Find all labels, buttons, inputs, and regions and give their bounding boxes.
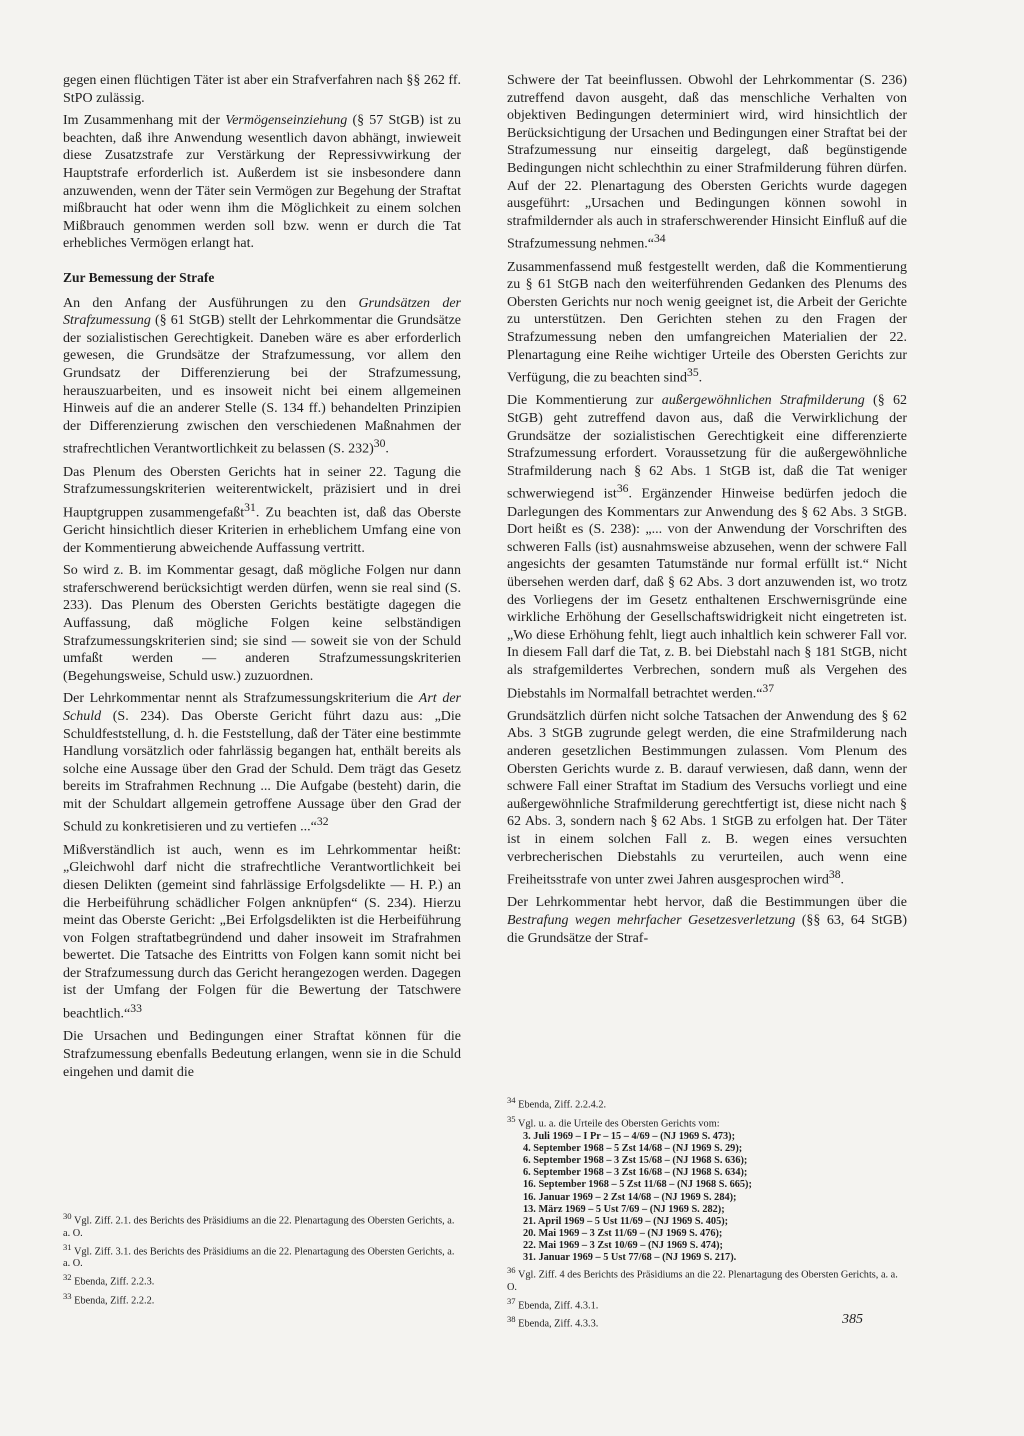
paragraph: Die Kommentierung zur außergewöhnlichen Strafmilderung (§ 62 StGB) geht zutreffend davon aus, daß die Verwirklichung der Grundsätze der sozialistischen Gerechtigkeit eine differenzierte Strafzumessung erfordert. Voraussetzung für die außergewöhnliche Strafmilderung nach § 62 Abs. 1 StGB ist, daß die Tat weniger schwerwiegend ist$^{36}$. Ergänzender Hinweise bedürfen jedoch die Darlegungen des Kommentars zur Anwendung des § 62 Abs. 3 StGB. Dort heißt es (S. 238): „... von der Anwendung der Vorschriften des schweren Falls (ist) ausnahmsweise abzusehen, wenn der schwere Fall angesichts der gesamten Tatumstände nur formal erfüllt ist.“ Nicht übersehen werden darf, daß § 62 Abs. 3 dort anzuwenden ist, wo trotz des Vorliegens der im Gesetz enthaltenen Erschwernisgründe eine wirkliche Erhöhung der Gesellschaftswidrigkeit nicht eingetreten ist. „Wo diese Erhöhung fehlt, liegt auch inhaltlich kein schwerer Fall vor. In diesem Fall darf die Tat, z. B. bei Diebstahl nach § 181 StGB, nicht als strafgemildertes Verbrechen, sondern muß als Vergehen des Diebstahls im Normalfall betrachtet werden.“$^{37}$ — [507, 393, 907, 702]
footnote-citation: 21. April 1969 – 5 Ust 11/69 – (NJ 1969 S. 405); — [523, 1215, 729, 1227]
paragraph: Das Plenum des Obersten Gerichts hat in seiner 22. Tagung die Strafzumessungskriterien weiterentwickelt, präzisiert und in drei Hauptgruppen zusammengefaßt$^{31}$. Zu beachten ist, daß das Oberste Gericht hinsichtlich dieser Kriterien in erheblichem Umfang eine von der Kommentierung abweichende Auffassung vertritt. — [63, 464, 461, 556]
left-column — [63, 72, 461, 1086]
footnote-ref: 34 — [653, 232, 666, 246]
paragraph: Mißverständlich ist auch, wenn es im Lehrkommentar heißt: „Gleichwohl darf nicht die strafrechtliche Verantwortlichkeit bei diesen Delikten (gemeint sind fahrlässige Erfolgsdelikte — H. P.) an die Herbeiführung schädlicher Folgen anknüpfen“ (S. 234). Hierzu meint das Oberste Gericht: „Bei Erfolgsdelikten ist die Herbeiführung von Folgen straftatbegründend und daher insoweit im Strafrahmen bewertet. Die Tatsache des Eintritts von Folgen kann somit nicht bei der Strafzumessung durch das Gericht herangezogen werden. Dagegen ist der Umfang der Folgen für die Bewertung der Tatschwere beachtlich.“$^{33}$ — [63, 842, 461, 1022]
footnote: $^{38}$ Ebenda, Ziff. 4.3.3. — [507, 1314, 599, 1330]
footnote-ref: 33 — [130, 1002, 142, 1016]
footnote: $^{37}$ Ebenda, Ziff. 4.3.1. — [507, 1295, 599, 1312]
footnote: $^{32}$ Ebenda, Ziff. 2.2.3. — [63, 1272, 155, 1288]
paragraph: An den Anfang der Ausführungen zu den Grundsätzen der Strafzumessung (§ 61 StGB) stellt der Lehrkommentar die Grundsätze der sozialistischen Gerechtigkeit. Daneben wäre es aber erforderlich gewesen, die Grundsätze der Strafzumessung, vor allem den Grundsatz der Differenzierung bei der Strafzumessung, herauszuarbeiten, und es insoweit nicht bei einem allgemeinen Hinweis auf die an anderer Stelle (S. 134 ff.) behandelten Prinzipien der Differenzierung zwischen den verschiedenen Maßnahmen der strafrechtlichen Verantwortlichkeit zu belassen (S. 232)$^{30}$. — [63, 295, 461, 457]
section-heading: Zur Bemessung der Strafe — [63, 269, 215, 285]
footnote-citation: 13. März 1969 – 5 Ust 7/69 – (NJ 1969 S. 282); — [523, 1203, 725, 1215]
footnote-citation: 6. September 1968 – 3 Zst 16/68 – (NJ 1968 S. 634); — [523, 1167, 748, 1179]
paragraph: Die Ursachen und Bedingungen einer Straftat können für die Strafzumessung ebenfalls Bedeutung erlangen, wenn sie in die Schuld eingehen und damit die — [63, 1029, 461, 1080]
paragraph: gegen einen flüchtigen Täter ist aber ein Strafverfahren nach §§ 262 ff. StPO zulässig. — [63, 73, 461, 106]
paragraph: So wird z. B. im Kommentar gesagt, daß mögliche Folgen nur dann straferschwerend berücksichtigt werden dürfen, wenn sie real sind (S. 233). Das Plenum des Obersten Gerichts bestätigte dagegen die Auffassung, daß mögliche Folgen keine selbständigen Strafzumessungskriterien sind; sie sind — soweit sie von der Schuld umfaßt werden — anderen Strafzumessungskriterien (Begehungsweise, Schuld usw.) zuzuordnen. — [63, 563, 461, 684]
footnotes-left — [63, 1210, 461, 1308]
paragraph: Im Zusammenhang mit der Vermögenseinziehung (§ 57 StGB) ist zu beachten, daß ihre Anwendung wesentlich davon abhängt, inwieweit diese Zusatzstrafe zur Verstärkung der Repressivwirkung der Hauptstrafe erforderlich ist. Außerdem ist sie insbesondere dann anzuwenden, wenn der Täter sein Vermögen zur Begehung der Straftat mißbraucht hat oder wenn ihm die Möglichkeit zu einem solchen Mißbrauch genommen werden soll bzw. wenn er durch die Tat erhebliches Vermögen erlangt hat. — [63, 113, 461, 252]
right-column — [507, 72, 907, 952]
paragraph: Schwere der Tat beeinflussen. Obwohl der Lehrkommentar (S. 236) zutreffend davon ausgeht, daß das menschliche Verhalten von objektiven Bedingungen determiniert wird, wird hinsichtlich der Berücksichtigung der Ursachen und Bedingungen einer Straftat bei der Strafzumessung nur einseitig dargelegt, daß begünstigende Bedingungen nicht schlechthin zu einer Strafmilderung führen dürfen. Auf der 22. Plenartagung des Obersten Gerichts wurde dagegen ausgeführt: „Ursachen und Bedingungen können sowohl in strafmildernder als auch in straferschwerender Hinsicht Einfluß auf die Strafzumessung nehmen.“$^{34}$ — [507, 73, 907, 252]
footnote-ref: 31 — [244, 500, 256, 514]
footnote-citation: 4. September 1968 – 5 Zst 14/68 – (NJ 1969 S. 29); — [523, 1143, 743, 1155]
footnote-ref: 35 — [687, 366, 699, 380]
footnote-ref: 32 — [316, 815, 329, 829]
footnote: $^{35}$ Vgl. u. a. die Urteile des Obersten Gerichts vom: — [507, 1113, 720, 1129]
footnote-citation: 3. Juli 1969 – I Pr – 15 – 4/69 – (NJ 1969 S. 473); — [523, 1131, 736, 1143]
paragraph: Der Lehrkommentar hebt hervor, daß die Bestimmungen über die Bestrafung wegen mehrfacher Gesetzesverletzung (§§ 63, 64 StGB) die Grundsätze der Straf- — [507, 895, 907, 946]
footnote: $^{30}$ Vgl. Ziff. 2.1. des Berichts des Präsidiums an die 22. Plenartagung des Obersten Gerichts, a. a. O. — [63, 1211, 455, 1239]
footnote-citation: 31. Januar 1969 – 5 Ust 77/68 – (NJ 1969 S. 217). — [523, 1251, 737, 1263]
footnote-ref: 38 — [828, 868, 841, 882]
footnote-ref: 37 — [762, 681, 775, 695]
footnote-citation: 16. September 1968 – 5 Zst 11/68 – (NJ 1968 S. 665); — [523, 1179, 752, 1191]
footnote: $^{34}$ Ebenda, Ziff. 2.2.4.2. — [507, 1095, 607, 1111]
footnote: $^{36}$ Vgl. Ziff. 4 des Berichts des Präsidiums an die 22. Plenartagung des Obersten Gerichts, a. a. O. — [507, 1265, 898, 1293]
footnotes-right — [507, 1094, 907, 1332]
footnote: $^{33}$ Ebenda, Ziff. 2.2.2. — [63, 1290, 155, 1307]
paragraph: Grundsätzlich dürfen nicht solche Tatsachen der Anwendung des § 62 Abs. 3 StGB zugrunde gelegt werden, die eine Strafmilderung nach anderen gesetzlichen Bestimmungen zulassen. Vom Plenum des Obersten Gerichts wurde z. B. darauf verwiesen, daß dann, wenn der schwere Fall einer Straftat im Stadium des Versuchs vorliegt und eine außergewöhnliche Strafmilderung gerechtfertigt ist, diese nicht nach § 62 Abs. 3, sondern nach § 62 Abs. 1 StGB zu erfolgen hat. Der Täter ist in einem solchen Fall z. B. wegen eines versuchten verbrecherischen Diebstahls zu verurteilen, auch wenn eine Freiheitsstrafe von unter zwei Jahren ausgesprochen wird$^{38}$. — [507, 708, 907, 888]
footnote-citation: 6. September 1968 – 3 Zst 15/68 – (NJ 1968 S. 636); — [523, 1155, 748, 1167]
footnote: $^{31}$ Vgl. Ziff. 3.1. des Berichts des Präsidiums an die 22. Plenartagung des Obersten Gerichts, a. a. O. — [63, 1241, 455, 1270]
footnote-citation: 22. Mai 1969 – 3 Zst 10/69 – (NJ 1969 S. 474); — [523, 1239, 723, 1251]
footnote-citation: 16. Januar 1969 – 2 Zst 14/68 – (NJ 1969 S. 284); — [523, 1191, 737, 1203]
footnote-ref: 30 — [373, 437, 386, 451]
page-number: 385 — [842, 1312, 863, 1327]
footnote-ref: 36 — [616, 482, 629, 496]
paragraph: Zusammenfassend muß festgestellt werden, daß die Kommentierung zu § 61 StGB nach den weiterführenden Gedanken des Plenums des Obersten Gerichts nur noch wenig geeignet ist, die Arbeit der Gerichte zu unterstützen. Den Gerichten stehen zu den Fragen der Strafzumessung neben den umfangreichen Materialien der 22. Plenartagung eine Reihe wichtiger Urteile des Obersten Gerichts zur Verfügung, die zu beachten sind$^{35}$. — [507, 259, 907, 386]
paragraph: Der Lehrkommentar nennt als Strafzumessungskriterium die Art der Schuld (S. 234). Das Oberste Gericht führt dazu aus: „Die Schuldfeststellung, d. h. die Feststellung, daß der Täter eine bestimmte Handlung vorsätzlich oder fahrlässig begangen hat, enthält bereits als solche eine Aussage über den Grad der Schuld. Dem trägt das Gesetz bereits im Strafrahmen Rechnung ... Die Aufgabe (besteht) darin, die mit der Schuldart allgemein getroffene Aussage über den Grad der Schuld zu konkretisieren und zu vertiefen ...“$^{32}$ — [63, 691, 461, 836]
footnote-citation: 20. Mai 1969 – 3 Zst 11/69 – (NJ 1969 S. 476); — [523, 1227, 723, 1239]
